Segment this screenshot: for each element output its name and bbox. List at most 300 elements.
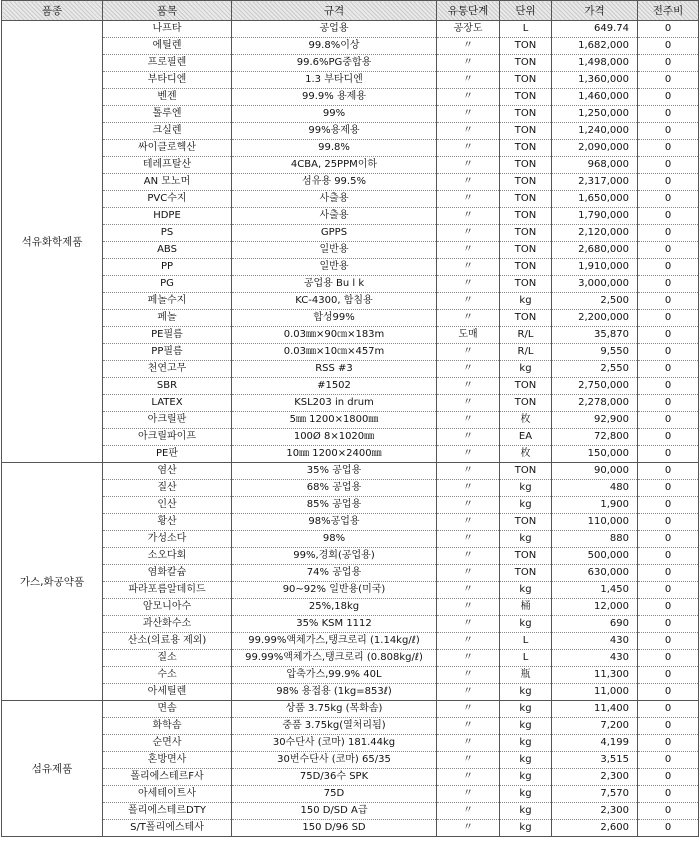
price-table-body [2,21,699,837]
price-cell: 3,515 [552,752,638,769]
item-name-cell: 크실렌 [103,123,232,140]
price-cell: 11,000 [552,684,638,701]
distribution-cell: 〃 [437,718,500,735]
unit-cell: TON [500,548,552,565]
price-cell: 1,498,000 [552,55,638,72]
item-name-cell: 산소(의료용 제외) [103,633,232,650]
item-name-cell: 질소 [103,650,232,667]
table-row [2,21,699,38]
unit-cell: TON [500,565,552,582]
distribution-cell: 〃 [437,225,500,242]
price-cell: 35,870 [552,327,638,344]
price-cell: 2,680,000 [552,242,638,259]
weekly-change-cell: 0 [638,735,699,752]
item-name-cell: 아크릴판 [103,412,232,429]
unit-cell: TON [500,208,552,225]
unit-cell: TON [500,174,552,191]
unit-cell: TON [500,191,552,208]
item-name-cell: 아세테이트사 [103,786,232,803]
price-cell: 72,800 [552,429,638,446]
table-row [2,174,699,191]
price-cell: 1,460,000 [552,89,638,106]
unit-cell: L [500,633,552,650]
item-name-cell: HDPE [103,208,232,225]
item-name-cell: 염화칼슘 [103,565,232,582]
distribution-cell: 〃 [437,242,500,259]
weekly-change-cell: 0 [638,72,699,89]
item-name-cell: PP필름 [103,344,232,361]
price-cell: 500,000 [552,548,638,565]
distribution-cell: 〃 [437,633,500,650]
item-name-cell: 화학솜 [103,718,232,735]
category-cell: 섬유제품 [2,701,103,837]
distribution-cell: 〃 [437,55,500,72]
unit-cell: TON [500,514,552,531]
price-cell: 1,790,000 [552,208,638,225]
unit-cell: 枚 [500,412,552,429]
price-cell: 150,000 [552,446,638,463]
table-row [2,276,699,293]
price-cell: 11,400 [552,701,638,718]
distribution-cell: 〃 [437,701,500,718]
price-cell: 880 [552,531,638,548]
weekly-change-cell: 0 [638,208,699,225]
weekly-change-cell: 0 [638,752,699,769]
weekly-change-cell: 0 [638,803,699,820]
spec-cell: 압축가스,99.9% 40L [232,667,437,684]
spec-cell: 75D [232,786,437,803]
table-row [2,293,699,310]
category-cell: 가스,화공약품 [2,463,103,701]
item-name-cell: 소오다회 [103,548,232,565]
spec-cell: 섬유용 99.5% [232,174,437,191]
item-name-cell: 프로필렌 [103,55,232,72]
distribution-cell: 〃 [437,174,500,191]
unit-cell: TON [500,310,552,327]
distribution-cell: 〃 [437,752,500,769]
price-cell: 7,570 [552,786,638,803]
spec-cell: 150 D/96 SD [232,820,437,837]
unit-cell: TON [500,463,552,480]
spec-cell: 4CBA, 25PPM이하 [232,157,437,174]
item-name-cell: SBR [103,378,232,395]
spec-cell: 99.9% 용제용 [232,89,437,106]
item-name-cell: 부타디엔 [103,72,232,89]
item-name-cell: 나프타 [103,21,232,38]
table-row [2,616,699,633]
spec-cell: KC-4300, 함침용 [232,293,437,310]
price-cell: 2,300 [552,769,638,786]
weekly-change-cell: 0 [638,650,699,667]
distribution-cell: 〃 [437,514,500,531]
unit-cell: kg [500,735,552,752]
spec-cell: 중품 3.75kg(열처리됨) [232,718,437,735]
table-row [2,106,699,123]
header-row [2,1,699,21]
table-row [2,565,699,582]
weekly-change-cell: 0 [638,565,699,582]
price-cell: 4,199 [552,735,638,752]
weekly-change-cell: 0 [638,123,699,140]
weekly-change-cell: 0 [638,548,699,565]
weekly-change-cell: 0 [638,361,699,378]
table-row [2,429,699,446]
table-row [2,259,699,276]
price-table [1,0,699,837]
weekly-change-cell: 0 [638,633,699,650]
weekly-change-cell: 0 [638,140,699,157]
spec-cell: 25%,18kg [232,599,437,616]
table-row [2,633,699,650]
weekly-change-cell: 0 [638,412,699,429]
table-row [2,497,699,514]
spec-cell: 사출용 [232,208,437,225]
spec-cell: 99% [232,106,437,123]
weekly-change-cell: 0 [638,395,699,412]
distribution-cell: 공장도 [437,21,500,38]
table-row [2,395,699,412]
item-name-cell: 폴리에스테르DTY [103,803,232,820]
table-row [2,140,699,157]
header-price: 가격 [552,1,638,21]
spec-cell: 30번수단사 (코마) 65/35 [232,752,437,769]
distribution-cell: 〃 [437,599,500,616]
distribution-cell: 〃 [437,123,500,140]
weekly-change-cell: 0 [638,582,699,599]
price-cell: 110,000 [552,514,638,531]
price-cell: 12,000 [552,599,638,616]
unit-cell: TON [500,123,552,140]
unit-cell: TON [500,140,552,157]
weekly-change-cell: 0 [638,21,699,38]
unit-cell: TON [500,38,552,55]
table-row [2,344,699,361]
distribution-cell: 〃 [437,378,500,395]
table-row [2,650,699,667]
spec-cell: 5㎜ 1200×1800㎜ [232,412,437,429]
price-cell: 968,000 [552,157,638,174]
spec-cell: 99%용제용 [232,123,437,140]
item-name-cell: 수소 [103,667,232,684]
item-name-cell: 면솜 [103,701,232,718]
distribution-cell: 〃 [437,344,500,361]
distribution-cell: 〃 [437,106,500,123]
weekly-change-cell: 0 [638,55,699,72]
spec-cell: 1.3 부타디엔 [232,72,437,89]
item-name-cell: PE판 [103,446,232,463]
distribution-cell: 〃 [437,259,500,276]
unit-cell: kg [500,820,552,837]
price-cell: 649.74 [552,21,638,38]
distribution-cell: 〃 [437,38,500,55]
price-cell: 11,300 [552,667,638,684]
spec-cell: 100Ø 8×1020㎜ [232,429,437,446]
table-row [2,123,699,140]
unit-cell: TON [500,106,552,123]
item-name-cell: 페놀수지 [103,293,232,310]
price-cell: 2,278,000 [552,395,638,412]
spec-cell: 0.03㎜×90㎝×183m [232,327,437,344]
spec-cell: 합성99% [232,310,437,327]
table-row [2,769,699,786]
weekly-change-cell: 0 [638,480,699,497]
distribution-cell: 도매 [437,327,500,344]
item-name-cell: 가성소다 [103,531,232,548]
unit-cell: EA [500,429,552,446]
item-name-cell: 아크릴파이프 [103,429,232,446]
table-row [2,157,699,174]
unit-cell: TON [500,55,552,72]
unit-cell: TON [500,89,552,106]
item-name-cell: 톨루엔 [103,106,232,123]
weekly-change-cell: 0 [638,497,699,514]
header-category: 품종 [2,1,103,21]
item-name-cell: 인산 [103,497,232,514]
item-name-cell: 천연고무 [103,361,232,378]
spec-cell: 98% 용접용 (1kg=853ℓ) [232,684,437,701]
price-cell: 2,500 [552,293,638,310]
price-cell: 430 [552,650,638,667]
spec-cell: #1502 [232,378,437,395]
price-cell: 2,120,000 [552,225,638,242]
price-cell: 9,550 [552,344,638,361]
table-row [2,548,699,565]
spec-cell: 99.8% [232,140,437,157]
price-cell: 480 [552,480,638,497]
weekly-change-cell: 0 [638,293,699,310]
distribution-cell: 〃 [437,786,500,803]
unit-cell: kg [500,616,552,633]
distribution-cell: 〃 [437,361,500,378]
distribution-cell: 〃 [437,548,500,565]
table-row [2,599,699,616]
price-cell: 92,900 [552,412,638,429]
spec-cell: 사출용 [232,191,437,208]
weekly-change-cell: 0 [638,89,699,106]
item-name-cell: 테레프탈산 [103,157,232,174]
header-unit: 단위 [500,1,552,21]
weekly-change-cell: 0 [638,463,699,480]
table-row [2,191,699,208]
table-row [2,718,699,735]
category-cell: 석유화학제품 [2,21,103,463]
price-cell: 1,900 [552,497,638,514]
table-row [2,225,699,242]
weekly-change-cell: 0 [638,38,699,55]
item-name-cell: 암모니아수 [103,599,232,616]
spec-cell: 0.03㎜×10㎝×457m [232,344,437,361]
item-name-cell: 혼방면사 [103,752,232,769]
price-cell: 430 [552,633,638,650]
distribution-cell: 〃 [437,684,500,701]
price-cell: 1,450 [552,582,638,599]
unit-cell: kg [500,718,552,735]
unit-cell: kg [500,582,552,599]
weekly-change-cell: 0 [638,684,699,701]
unit-cell: TON [500,225,552,242]
item-name-cell: ABS [103,242,232,259]
spec-cell: 90~92% 일반용(미국) [232,582,437,599]
spec-cell: RSS #3 [232,361,437,378]
table-row [2,446,699,463]
unit-cell: TON [500,242,552,259]
table-row [2,361,699,378]
table-row [2,803,699,820]
table-row [2,55,699,72]
weekly-change-cell: 0 [638,242,699,259]
unit-cell: kg [500,786,552,803]
price-cell: 1,360,000 [552,72,638,89]
table-row [2,684,699,701]
unit-cell: kg [500,701,552,718]
spec-cell: 150 D/SD A급 [232,803,437,820]
weekly-change-cell: 0 [638,769,699,786]
weekly-change-cell: 0 [638,667,699,684]
distribution-cell: 〃 [437,565,500,582]
price-cell: 90,000 [552,463,638,480]
unit-cell: TON [500,276,552,293]
spec-cell: KSL203 in drum [232,395,437,412]
table-row [2,38,699,55]
distribution-cell: 〃 [437,429,500,446]
table-row [2,412,699,429]
distribution-cell: 〃 [437,293,500,310]
unit-cell: R/L [500,327,552,344]
distribution-cell: 〃 [437,310,500,327]
unit-cell: kg [500,531,552,548]
item-name-cell: 질산 [103,480,232,497]
price-cell: 2,090,000 [552,140,638,157]
distribution-cell: 〃 [437,531,500,548]
unit-cell: kg [500,497,552,514]
unit-cell: 枚 [500,446,552,463]
weekly-change-cell: 0 [638,310,699,327]
header-distribution: 유통단계 [437,1,500,21]
table-row [2,582,699,599]
item-name-cell: 폴리에스테르F사 [103,769,232,786]
distribution-cell: 〃 [437,803,500,820]
price-cell: 1,650,000 [552,191,638,208]
item-name-cell: 파라포름알데히드 [103,582,232,599]
table-row [2,242,699,259]
distribution-cell: 〃 [437,412,500,429]
weekly-change-cell: 0 [638,429,699,446]
spec-cell: 일반용 [232,242,437,259]
distribution-cell: 〃 [437,650,500,667]
spec-cell: 98%공업용 [232,514,437,531]
item-name-cell: 페놀 [103,310,232,327]
distribution-cell: 〃 [437,820,500,837]
unit-cell: kg [500,293,552,310]
price-cell: 2,750,000 [552,378,638,395]
price-cell: 690 [552,616,638,633]
price-cell: 2,300 [552,803,638,820]
spec-cell: 85% 공업용 [232,497,437,514]
table-row [2,701,699,718]
item-name-cell: 순면사 [103,735,232,752]
unit-cell: L [500,650,552,667]
item-name-cell: 싸이클로헥산 [103,140,232,157]
spec-cell: 68% 공업용 [232,480,437,497]
weekly-change-cell: 0 [638,276,699,293]
weekly-change-cell: 0 [638,786,699,803]
weekly-change-cell: 0 [638,446,699,463]
distribution-cell: 〃 [437,463,500,480]
weekly-change-cell: 0 [638,157,699,174]
price-cell: 2,317,000 [552,174,638,191]
item-name-cell: PG [103,276,232,293]
header-spec: 규격 [232,1,437,21]
distribution-cell: 〃 [437,582,500,599]
spec-cell: 75D/36수 SPK [232,769,437,786]
table-row [2,327,699,344]
distribution-cell: 〃 [437,191,500,208]
spec-cell: 일반용 [232,259,437,276]
table-row [2,463,699,480]
weekly-change-cell: 0 [638,616,699,633]
unit-cell: kg [500,684,552,701]
table-row [2,378,699,395]
spec-cell: 99.99%액체가스,탱크로리 (0.808kg/ℓ) [232,650,437,667]
price-cell: 1,682,000 [552,38,638,55]
price-cell: 2,600 [552,820,638,837]
unit-cell: L [500,21,552,38]
distribution-cell: 〃 [437,480,500,497]
unit-cell: kg [500,803,552,820]
table-row [2,531,699,548]
item-name-cell: 과산화수소 [103,616,232,633]
item-name-cell: PP [103,259,232,276]
weekly-change-cell: 0 [638,378,699,395]
header-item: 품목 [103,1,232,21]
item-name-cell: 아세틸렌 [103,684,232,701]
table-row [2,735,699,752]
spec-cell: 35% KSM 1112 [232,616,437,633]
unit-cell: 瓶 [500,667,552,684]
spec-cell: 공업용 Bu l k [232,276,437,293]
table-row [2,667,699,684]
unit-cell: TON [500,72,552,89]
weekly-change-cell: 0 [638,344,699,361]
item-name-cell: 염산 [103,463,232,480]
distribution-cell: 〃 [437,446,500,463]
spec-cell: 30수단사 (코마) 181.44kg [232,735,437,752]
unit-cell: kg [500,769,552,786]
price-cell: 1,250,000 [552,106,638,123]
spec-cell: 99%,경회(공업용) [232,548,437,565]
spec-cell: 10㎜ 1200×2400㎜ [232,446,437,463]
distribution-cell: 〃 [437,276,500,293]
spec-cell: 99.6%PG중합용 [232,55,437,72]
price-cell: 2,550 [552,361,638,378]
spec-cell: 98% [232,531,437,548]
weekly-change-cell: 0 [638,225,699,242]
price-cell: 3,000,000 [552,276,638,293]
price-cell: 7,200 [552,718,638,735]
weekly-change-cell: 0 [638,514,699,531]
distribution-cell: 〃 [437,616,500,633]
table-row [2,208,699,225]
weekly-change-cell: 0 [638,327,699,344]
item-name-cell: 벤젠 [103,89,232,106]
item-name-cell: PVC수지 [103,191,232,208]
unit-cell: TON [500,378,552,395]
price-cell: 630,000 [552,565,638,582]
spec-cell: 35% 공업용 [232,463,437,480]
spec-cell: 99.99%액체가스,탱크로리 (1.14kg/ℓ) [232,633,437,650]
weekly-change-cell: 0 [638,259,699,276]
weekly-change-cell: 0 [638,531,699,548]
